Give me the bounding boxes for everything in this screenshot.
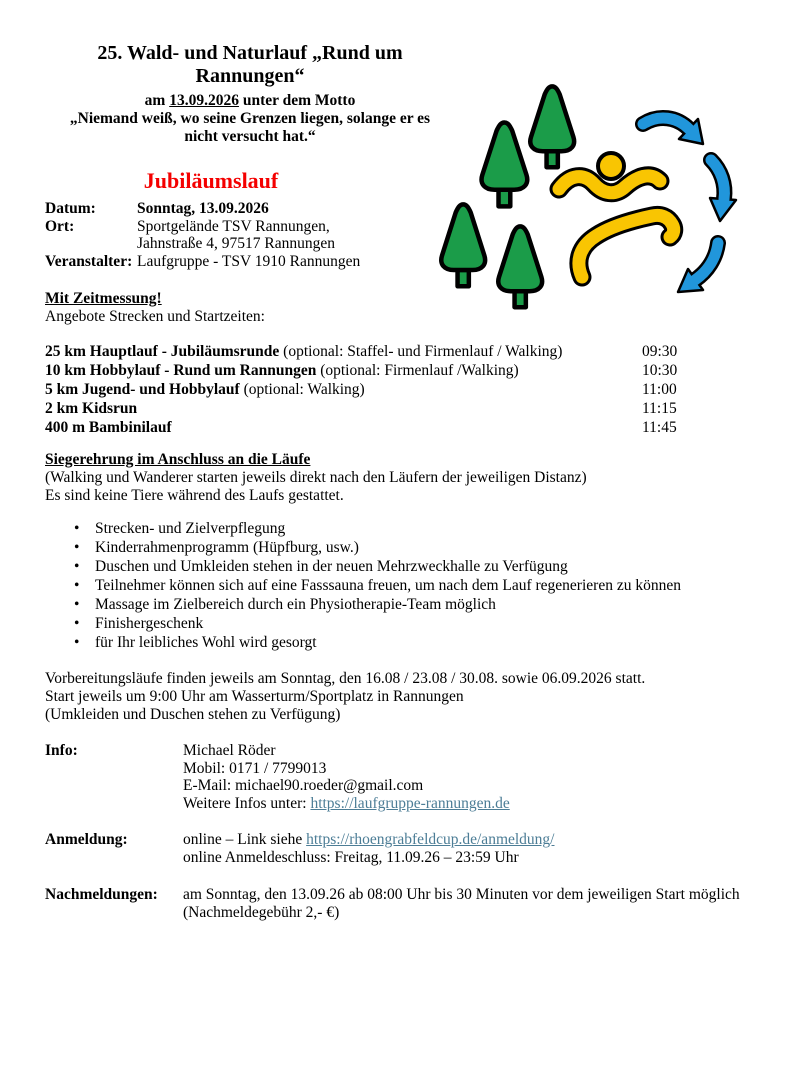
runner-icon [559,153,674,277]
race-row [45,361,746,380]
feature-item: • Duschen und Umkleiden stehen in der neuen Mehrzweckhalle zu Verfügung [45,557,746,576]
tree-icon [482,122,528,206]
race-row [45,342,746,361]
prep-line1: Vorbereitungsläufe finden jeweils am Sonntag, den 16.08 / 23.08 / 30.08. sowie 06.09.2026 statt. [45,670,646,687]
tree-icon [498,226,542,307]
prep-line2: Start jeweils um 9:00 Uhr am Wasserturm/Sportplatz in Rannungen [45,688,464,705]
race-name [45,361,642,380]
late-registration-section [45,886,746,921]
feature-item: • Kinderrahmenprogramm (Hüpfburg, usw.) [45,538,746,557]
race-row [45,418,746,437]
late-registration-values [183,886,740,921]
late-registration-line1: am Sonntag, den 13.09.26 ab 08:00 Uhr bis 30 Minuten vor dem jeweiligen Start möglich [183,886,740,903]
ceremony-section [45,451,746,505]
race-start-time: 09:30 [642,343,678,360]
contact-mobile: Mobil: 0171 / 7799013 [183,759,327,777]
detail-value: Jahnstraße 4, 97517 Rannungen [137,235,336,252]
timing-subline: Angebote Strecken und Startzeiten: [45,307,265,325]
race-name [45,399,642,418]
feature-list [45,519,746,652]
race-start-time: 10:30 [642,362,678,379]
registration-label: Anmeldung: [45,831,128,848]
info-values [183,742,510,812]
feature-item: • Strecken- und Zielverpflegung [45,519,746,538]
race-title: 5 km Jugend- und Hobbylauf [45,381,240,398]
info-label: Info: [45,742,78,759]
race-name [45,380,642,399]
detail-label: Ort: [45,217,75,235]
tree-icon [530,86,574,167]
registration-deadline: online Anmeldeschluss: Freitag, 11.09.26 – 23:59 Uhr [183,848,519,866]
detail-label: Datum: [45,200,96,217]
registration-link-prefix: online – Link siehe [183,831,307,848]
preparation-section [45,670,746,724]
website-link[interactable]: https://laufgruppe-rannungen.de [310,794,510,812]
detail-label [45,235,137,253]
race-extra: (optional: Firmenlauf /Walking) [316,362,519,379]
late-registration-label: Nachmeldungen: [45,886,158,903]
flyer-page [0,42,791,1066]
ceremony-headline: Siegerehrung im Anschluss an die Läufe [45,451,311,468]
race-row [45,399,746,418]
ceremony-note2: Es sind keine Tiere während des Laufs gestattet. [45,487,344,504]
race-list [45,342,746,437]
ceremony-note1: (Walking und Wanderer starten jeweils direkt nach den Läufern der jeweiligen Distanz) [45,469,587,486]
prep-line3: (Umkleiden und Duschen stehen zu Verfügung) [45,706,341,723]
arrow-icon [710,160,736,221]
race-name [45,418,642,437]
event-date: 13.09.2026 [169,92,239,109]
motto-line1: „Niemand weiß, wo seine Grenzen liegen, solange er es [69,110,431,127]
late-registration-fee: (Nachmeldegebühr 2,- €) [183,903,340,921]
race-title: 400 m Bambinilauf [45,419,172,436]
contact-email: E-Mail: michael90.roeder@gmail.com [183,777,424,794]
page-title-line1: 25. Wald- und Naturlauf „Rund um [97,42,403,64]
info-section [45,742,746,812]
race-start-time: 11:45 [642,419,677,436]
tree-icon [441,204,485,286]
race-title: 25 km Hauptlauf - Jubiläumsrunde [45,343,280,360]
race-title: 2 km Kidsrun [45,400,138,417]
detail-value: Sportgelände TSV Rannungen, [137,217,330,235]
page-title-line2: Rannungen“ [195,65,305,87]
website-line [183,795,510,813]
contact-name: Michael Röder [183,742,276,759]
race-row [45,380,746,399]
race-title: 10 km Hobbylauf - Rund um Rannungen [45,362,317,379]
event-logo [428,64,788,319]
date-prefix: am [144,92,170,109]
detail-value: Laufgruppe - TSV 1910 Rannungen [137,252,361,270]
race-start-time: 11:00 [642,381,677,398]
detail-label: Veranstalter: [45,252,133,270]
registration-link[interactable]: https://rhoengrabfeldcup.de/anmeldung/ [306,831,555,848]
registration-section [45,831,746,866]
race-extra: (optional: Staffel- und Firmenlauf / Walking) [279,343,563,360]
race-name [45,342,642,361]
feature-item: • Finishergeschenk [45,614,746,633]
detail-value: Sonntag, 13.09.2026 [137,200,269,217]
registration-values [183,831,555,866]
feature-item: • für Ihr leibliches Wohl wird gesorgt [45,633,746,652]
date-suffix: unter dem Motto [238,92,356,109]
website-prefix: Weitere Infos unter: [183,794,311,812]
feature-item: • Massage im Zielbereich durch ein Physiotherapie-Team möglich [45,595,746,614]
arrow-icon [643,118,703,144]
header [38,42,462,146]
race-extra: (optional: Walking) [239,381,365,398]
registration-line1 [183,831,555,849]
feature-item: • Teilnehmer können sich auf eine Fasssauna freuen, um nach dem Lauf regenerieren zu können [45,576,746,595]
motto-line2: nicht versucht hat.“ [184,128,316,145]
timing-headline: Mit Zeitmessung! [45,290,162,307]
arrow-icon [678,243,718,292]
race-start-time: 11:15 [642,400,677,417]
event-date-line [38,91,462,110]
jubilee-heading: Jubiläumslauf [143,168,279,193]
